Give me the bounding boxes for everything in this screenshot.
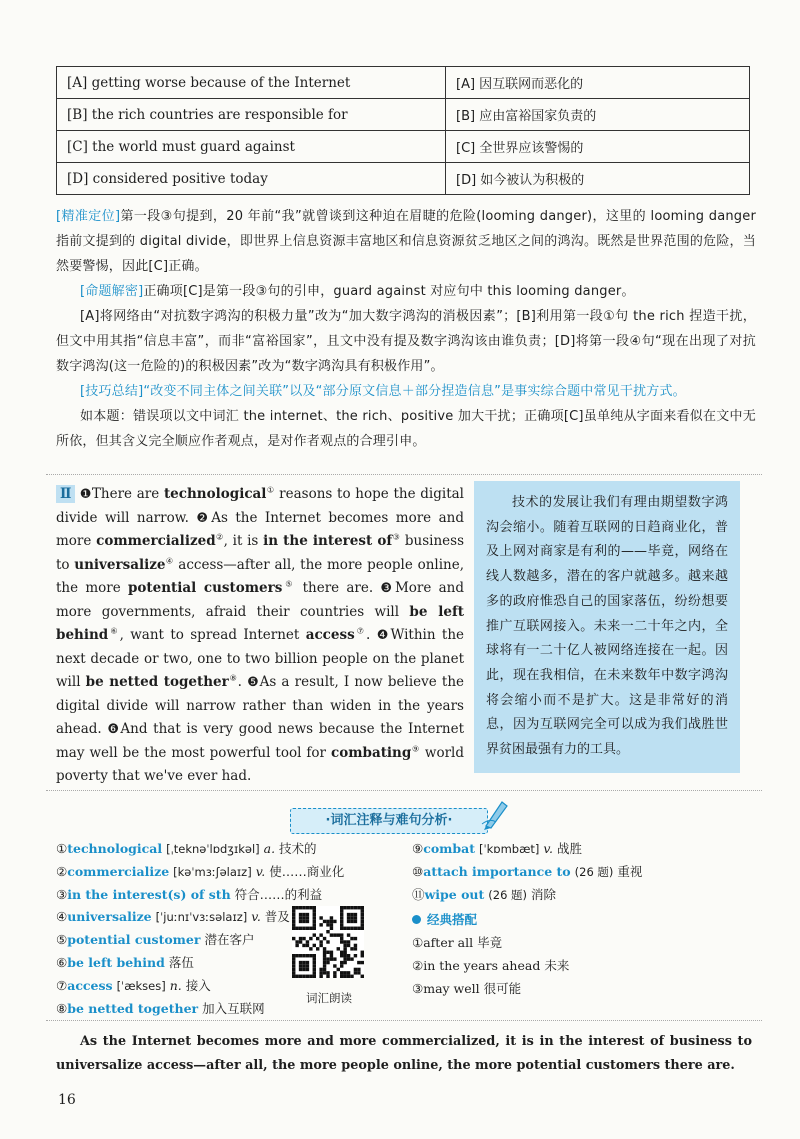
collocation-en: after all <box>423 935 474 951</box>
vocab-item <box>56 861 386 884</box>
vocab-meaning: 战胜 <box>556 841 582 856</box>
vocab-pos: a. <box>263 841 276 856</box>
option-zh: [B] 应由富裕国家负责的 <box>446 99 750 131</box>
sentence-number: ❶ <box>79 487 92 502</box>
vocab-item <box>412 884 752 907</box>
locate-paragraph <box>56 204 756 279</box>
collocation-number: ③ <box>412 980 424 996</box>
vocab-meaning: 普及 <box>264 909 290 925</box>
option-zh: [A] 因互联网而恶化的 <box>446 67 750 99</box>
vocab-pos: v. <box>543 841 553 856</box>
qr-code-icon[interactable] <box>292 906 364 978</box>
vocab-term: access <box>67 977 113 993</box>
translation-box <box>474 481 740 773</box>
vocab-number: ⑥ <box>56 954 68 970</box>
vocab-meaning: 接入 <box>185 977 211 993</box>
collocation-number: ① <box>412 935 424 951</box>
vocab-term: universalize <box>67 909 152 925</box>
vocab-meaning: 消除 <box>531 886 557 902</box>
skill-tag: [技巧总结] <box>80 384 144 399</box>
sentence-text: As the Internet becomes more and more <box>56 509 464 549</box>
vocab-meaning: 潜在客户 <box>204 932 255 948</box>
vocab-term: technological <box>67 841 163 856</box>
sentence-text: More and more governments, afraid their countries will <box>56 580 464 620</box>
pen-icon <box>480 796 510 830</box>
vocab-number: ⑪ <box>412 886 425 902</box>
sentence-number: ❸ <box>380 581 395 596</box>
option-row <box>57 163 750 195</box>
skill-paragraph <box>56 379 756 404</box>
vocab-phonetic: [ˈkɒmbæt] <box>479 842 540 856</box>
note-ref: ③ <box>392 532 401 542</box>
vocab-term: wipe out <box>424 886 485 902</box>
vocab-term: in the interest(s) of sth <box>67 886 231 902</box>
option-zh: [D] 如今被认为积极的 <box>446 163 750 195</box>
collocation-item <box>412 955 752 978</box>
bullet-icon <box>412 915 421 924</box>
sentence-text: And that is very good news because the Internet may well be the most powerful tool for <box>56 721 465 761</box>
keyword: access <box>305 627 355 643</box>
sentence-number: ❷ <box>196 510 212 526</box>
vocab-phonetic: [kəˈmɜːʃəlaɪz] <box>173 864 252 879</box>
vocab-item <box>412 861 752 884</box>
vocab-item <box>412 838 752 861</box>
vocab-list-right <box>412 838 752 1001</box>
decode-paragraph <box>56 279 756 304</box>
collocation-heading-text: 经典搭配 <box>427 912 478 928</box>
decode-tag: [命题解密] <box>80 284 144 299</box>
option-zh: [C] 全世界应该警惕的 <box>446 131 750 163</box>
paragraph-label: Ⅱ <box>56 485 75 503</box>
note-ref: ⑧ <box>228 673 238 683</box>
sentence-text: . <box>366 627 377 643</box>
sentence-text: There are <box>91 486 164 502</box>
translation-text: 技术的发展让我们有理由期望数字鸿沟会缩小。随着互联网的日趋商业化，普及上网对商家是有利的——毕竟，网络在线人数越多，潜在的客户就越多。越来越多的政府惟恐自己的国家落伍，纷纷想要推广互联网接入。未来一二十年之内，全球将有一二十亿人被网络连接在一起。因此，现在我相信，在未来数年中数字鸿沟将会缩小而不是扩大。这是非常好的消息，因为互联网完全可以成为我们战胜世界贫困最强有力的工具。 <box>486 495 728 758</box>
vocab-phonetic: [ˈjuːnɪˈvɜːsəlaɪz] <box>155 910 248 925</box>
sentence-text: , it is <box>223 533 264 549</box>
vocab-number: ⑩ <box>412 863 424 879</box>
vocab-pos: n. <box>169 977 182 993</box>
collocation-zh: 未来 <box>544 957 570 973</box>
note-ref: ④ <box>165 556 174 565</box>
keyword: technological <box>163 486 267 502</box>
vocab-term: be left behind <box>67 954 165 970</box>
collocation-number: ② <box>412 957 424 973</box>
decode-detail-paragraph: [A]将网络由“对抗数字鸿沟的积极力量”改为“加大数字鸿沟的消极因素”；[B]利用第一段①句 the rich 捏造干扰，但文中用其指“信息丰富”，而非“富裕国家”，且文中没有提及数字鸿沟该由谁负责；[D]将第一段④句“现在出现了对抗数字鸿沟(这一危险的)的积极因素”改为“数字鸿沟具有积极作用”。 <box>56 309 756 374</box>
vocab-phonetic: (26 题) <box>488 887 528 902</box>
vocab-number: ③ <box>56 886 68 902</box>
sentence-number: ❺ <box>247 675 260 690</box>
option-row <box>57 67 750 99</box>
decode-text: 正确项[C]是第一段③句的引申，guard against 对应句中 this looming danger。 <box>143 284 635 299</box>
option-row <box>57 131 750 163</box>
locate-tag: [精准定位] <box>56 209 121 224</box>
divider <box>46 1020 762 1021</box>
note-ref: ② <box>215 532 224 542</box>
sentence-text: . <box>237 674 248 690</box>
keyword: combating <box>331 744 412 761</box>
collocation-heading <box>412 909 752 932</box>
keyword: in the interest of <box>263 533 393 549</box>
divider <box>46 790 762 791</box>
vocab-term: be netted together <box>67 1000 199 1016</box>
keyword: be left behind <box>56 603 464 643</box>
vocab-pos: v. <box>255 863 266 879</box>
note-ref: ⑦ <box>354 626 367 636</box>
sentence-text: reasons to hope the digital divide will narrow. <box>56 486 464 526</box>
keyword: be netted together <box>85 674 229 690</box>
vocab-meaning: 使……商业化 <box>269 863 345 879</box>
vocab-number: ① <box>56 841 68 856</box>
vocab-meaning: 重视 <box>617 863 643 879</box>
skill-text: “改变不同主体之间关联”以及“部分原文信息＋部分捏造信息”是事实综合题中常见干扰方式。 <box>143 384 686 399</box>
sentence-text: business to <box>56 533 465 573</box>
note-ref: ⑥ <box>108 626 120 636</box>
vocab-phonetic: [ˈækses] <box>116 978 166 993</box>
vocab-term: combat <box>423 841 476 856</box>
sentence-text: access—after all, the more people online, the more <box>56 556 464 596</box>
vocab-phonetic: [ˌteknəˈlɒdʒɪkəl] <box>166 842 260 856</box>
vocab-meaning: 技术的 <box>279 841 317 856</box>
option-en: [A] getting worse because of the Internet <box>57 67 446 99</box>
collocation-item <box>412 978 752 1001</box>
note-ref: ① <box>266 485 275 495</box>
sentence-text: there are. <box>295 580 381 596</box>
skill-example-paragraph: 如本题：错误项以文中词汇 the internet、the rich、positive 加大干扰；正确项[C]虽单纯从字面来看似在文中无所依，但其含义完全顺应作者观点，是对作者观点的合理引申。 <box>56 409 756 449</box>
vocab-number: ⑦ <box>56 977 68 993</box>
passage-paragraph-2 <box>56 483 464 789</box>
vocab-meaning: 符合……的利益 <box>234 886 323 902</box>
vocab-phonetic: (26 题) <box>574 864 614 879</box>
vocab-term: attach importance to <box>423 863 571 879</box>
collocation-zh: 毕竟 <box>477 935 503 951</box>
vocab-item <box>56 884 386 907</box>
divider <box>46 474 762 475</box>
note-ref: ⑤ <box>282 579 296 589</box>
locate-text: 第一段③句提到，20 年前“我”就曾谈到这种迫在眉睫的危险(looming danger)，这里的 looming danger 指前文提到的 digital divide，即世界上信息资源丰富地区和信息资源贫乏地区之间的鸿沟。既然是世界范围的危险，当然要警惕，因此[C]正确。 <box>56 209 757 274</box>
vocab-number: ⑨ <box>412 841 424 856</box>
vocab-term: potential customer <box>67 932 201 948</box>
qr-label: 词汇朗读 <box>306 991 352 1005</box>
sentence-text: Within the next decade or two, one to two billion people on the planet will <box>56 627 465 690</box>
options-table <box>56 66 750 195</box>
vocab-pos: v. <box>251 909 261 925</box>
vocab-number: ② <box>56 863 68 879</box>
collocation-en: in the years ahead <box>423 957 541 973</box>
collocation-zh: 很可能 <box>483 980 522 996</box>
sentence-text: world poverty that we've ever had. <box>56 744 464 784</box>
sentence-number: ❹ <box>376 628 391 643</box>
page-number: 16 <box>58 1092 76 1108</box>
note-ref: ⑨ <box>411 744 420 753</box>
keyword: commercialized <box>96 533 216 549</box>
vocab-term: commercialize <box>67 863 170 879</box>
key-sentence-text: As the Internet becomes more and more commercialized, it is in the interest of business to universalize access—after all, the more people online, the more potential customers there are. <box>56 1034 752 1073</box>
key-sentence <box>56 1030 752 1078</box>
keyword: universalize <box>74 556 166 573</box>
option-en: [B] the rich countries are responsible for <box>57 99 446 131</box>
vocab-item <box>56 838 386 861</box>
collocation-en: may well <box>423 980 480 996</box>
vocab-meaning: 落伍 <box>168 954 194 970</box>
vocab-number: ④ <box>56 909 68 925</box>
analysis-section <box>56 204 756 454</box>
vocab-heading: ·词汇注释与难句分析· <box>290 808 488 834</box>
sentence-number: ❻ <box>107 722 121 737</box>
sentence-text: , want to spread Internet <box>119 627 306 643</box>
sentence-text: As a result, I now believe the digital divide will narrow rather than widen in the years ahead. <box>56 674 465 737</box>
vocab-meaning: 加入互联网 <box>202 1000 265 1016</box>
collocation-item <box>412 932 752 955</box>
option-row <box>57 99 750 131</box>
option-en: [D] considered positive today <box>57 163 446 195</box>
keyword: potential customers <box>127 580 283 596</box>
option-en: [C] the world must guard against <box>57 131 446 163</box>
vocab-number: ⑤ <box>56 932 68 948</box>
vocab-number: ⑧ <box>56 1000 68 1016</box>
